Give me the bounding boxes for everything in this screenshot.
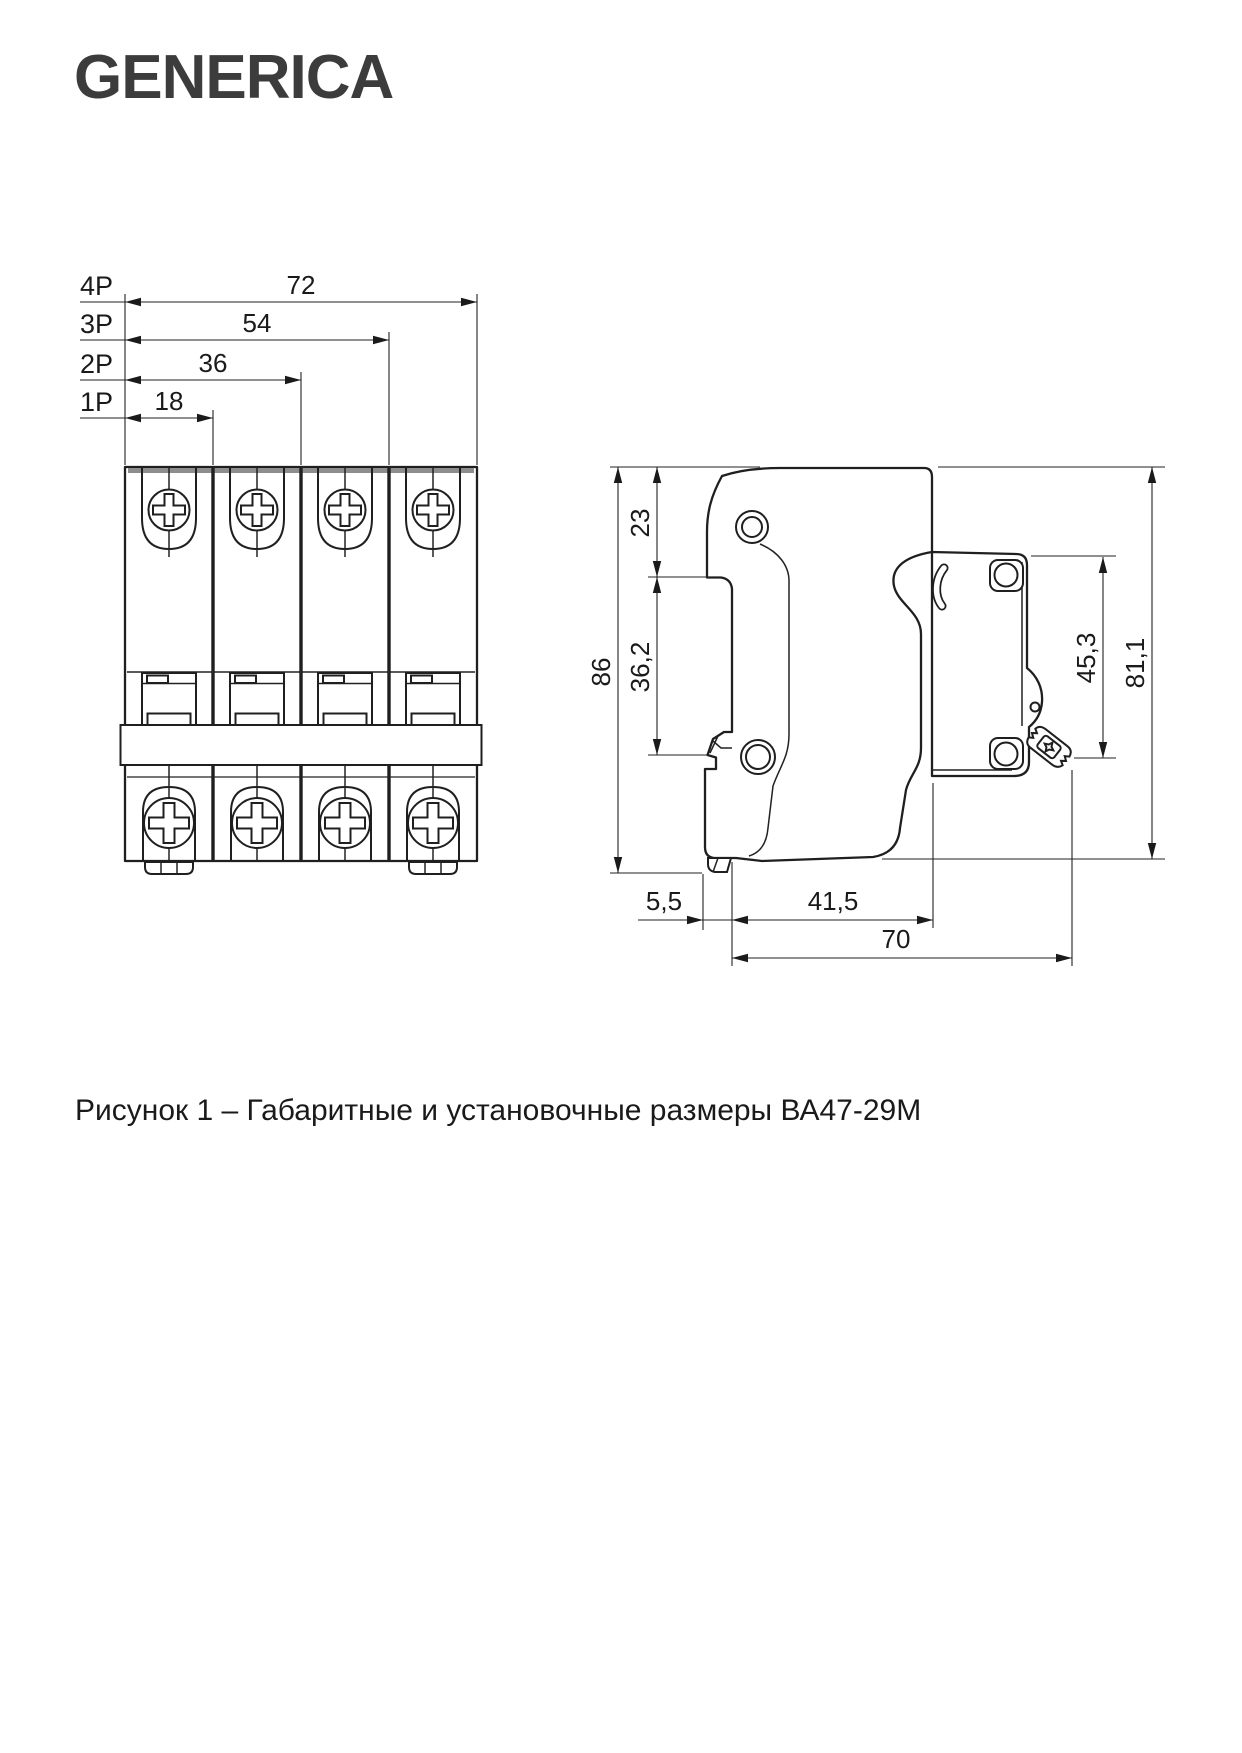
mounting-foot [708, 858, 731, 872]
dim-value-width-4p: 72 [286, 270, 316, 300]
dim-value-top-step: 23 [625, 508, 655, 538]
dim-value-base-depth: 41,5 [807, 886, 859, 916]
dim-value-total-depth: 70 [881, 924, 911, 954]
dim-value-total-height: 86 [586, 657, 616, 687]
mounting-foot [145, 862, 193, 874]
pole-label: 1P [80, 387, 114, 417]
screw-hole-icon [995, 743, 1018, 766]
dim-value-lip-depth: 5,5 [645, 886, 683, 916]
pole-label: 4P [80, 271, 114, 301]
terminal-screw-icon [149, 490, 190, 531]
toggle-handle [142, 673, 196, 725]
dim-value-flange-span: 45,3 [1071, 632, 1101, 684]
figure-caption: Рисунок 1 – Габаритные и установочные размеры ВА47-29М [75, 1094, 922, 1127]
dim-value-width-3p: 54 [242, 308, 272, 338]
front-view [80, 270, 482, 874]
dim-value-width-1p: 18 [154, 386, 184, 416]
terminal-screw-icon [320, 798, 370, 848]
dim-value-width-2p: 36 [198, 348, 228, 378]
terminal-screw-icon [408, 798, 458, 848]
terminal-screw-icon [237, 490, 278, 531]
dim-value-front-face: 36,2 [625, 641, 655, 693]
pole-label: 2P [80, 349, 114, 379]
pole-label: 3P [80, 309, 114, 339]
brand-logo: GENERICA [74, 43, 394, 112]
side-view [586, 467, 1165, 966]
pivot-hole-icon [741, 740, 775, 774]
terminal-screw-icon [413, 490, 454, 531]
handle-tie-bar [121, 725, 482, 765]
toggle-handle [230, 673, 284, 725]
pivot-hole-icon [736, 511, 768, 543]
din-flange-plate [932, 552, 1042, 776]
mounting-foot [409, 862, 457, 874]
terminal-screw-icon [144, 798, 194, 848]
front-view-dimensions [80, 270, 477, 465]
toggle-handle [318, 673, 372, 725]
din-latch-icon [1024, 724, 1073, 770]
flange-screw-boss [990, 560, 1023, 591]
flange-screw-boss [990, 738, 1023, 769]
terminal-screw-icon [232, 798, 282, 848]
terminal-screw-icon [325, 490, 366, 531]
dim-value-body-height: 81,1 [1120, 637, 1150, 689]
toggle-handle [406, 673, 460, 725]
screw-hole-icon [995, 564, 1018, 587]
